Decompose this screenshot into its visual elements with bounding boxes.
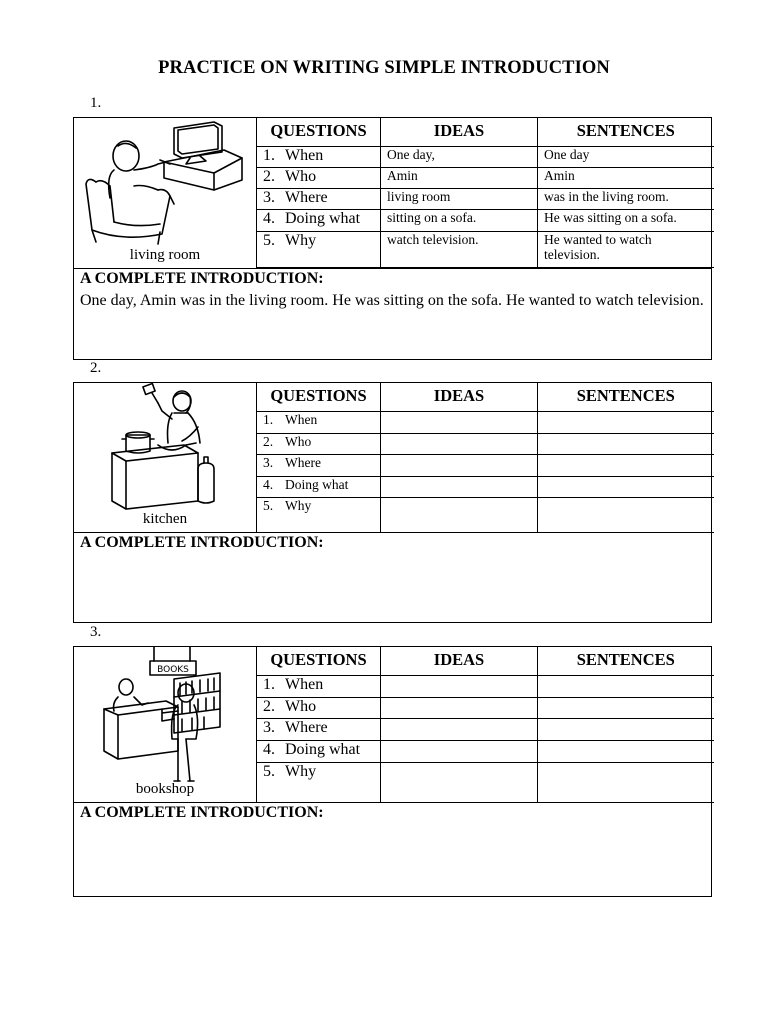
person-watching-tv-icon <box>74 118 256 268</box>
row-number: 3. <box>263 188 275 206</box>
questions-header: QUESTIONS <box>257 383 381 411</box>
picture-caption: living room <box>129 247 201 263</box>
idea-cell[interactable] <box>381 497 538 532</box>
sentence-cell[interactable] <box>538 740 714 762</box>
sentence-cell[interactable] <box>538 411 714 433</box>
page-title: PRACTICE ON WRITING SIMPLE INTRODUCTION <box>158 58 610 78</box>
sentence-cell[interactable]: was in the living room. <box>538 188 714 209</box>
table-row <box>257 740 714 762</box>
question-label: Who <box>285 167 317 185</box>
picture-caption: kitchen <box>142 511 188 527</box>
ideas-header: IDEAS <box>381 118 538 146</box>
bookshop-scene-icon <box>74 647 256 802</box>
exercise-box-1 <box>73 117 712 360</box>
table-row <box>257 411 714 433</box>
idea-cell[interactable]: One day, <box>381 146 538 167</box>
idea-cell[interactable] <box>381 762 538 802</box>
exercise-number: 1. <box>90 95 102 111</box>
row-number: 4. <box>263 740 275 758</box>
question-label: Where <box>285 454 321 470</box>
idea-cell[interactable] <box>381 740 538 762</box>
idea-cell[interactable] <box>381 476 538 497</box>
exercise-box-2 <box>73 382 712 623</box>
question-label: Who <box>285 433 312 449</box>
sentence-cell[interactable] <box>538 675 714 697</box>
sentence-cell[interactable] <box>538 454 714 476</box>
introduction-text[interactable]: One day, Amin was in the living room. He was sitting on the sofa. He wanted to watch television. <box>80 292 704 309</box>
row-number: 1. <box>263 675 275 693</box>
question-label: When <box>285 411 318 427</box>
idea-cell[interactable]: sitting on a sofa. <box>381 209 538 231</box>
row-number: 2. <box>263 167 275 185</box>
sentences-header: SENTENCES <box>538 118 714 146</box>
questions-table <box>256 118 714 268</box>
table-row <box>257 675 714 697</box>
questions-header: QUESTIONS <box>257 118 381 146</box>
kitchen-illustration <box>74 383 256 532</box>
table-row <box>257 231 714 267</box>
row-number: 1. <box>263 411 274 427</box>
picture-caption: bookshop <box>135 781 195 797</box>
bookshop-illustration <box>74 647 256 802</box>
row-number: 3. <box>263 718 275 736</box>
table-row <box>257 476 714 497</box>
row-number: 5. <box>263 231 275 249</box>
question-label: Who <box>285 697 317 715</box>
table-row <box>257 167 714 188</box>
ideas-header: IDEAS <box>381 647 538 675</box>
introduction-label: A COMPLETE INTRODUCTION: <box>80 804 324 821</box>
sentence-cell[interactable] <box>538 433 714 454</box>
idea-cell[interactable] <box>381 433 538 454</box>
introduction-section <box>74 802 711 896</box>
table-row <box>257 454 714 476</box>
introduction-section <box>74 268 711 359</box>
sentence-cell[interactable]: One day <box>538 146 714 167</box>
idea-cell[interactable]: living room <box>381 188 538 209</box>
sentence-cell[interactable] <box>538 718 714 740</box>
table-row <box>257 497 714 532</box>
table-row <box>257 718 714 740</box>
idea-cell[interactable] <box>381 675 538 697</box>
person-cooking-icon <box>74 383 256 532</box>
table-row <box>257 762 714 802</box>
sentence-cell[interactable] <box>538 697 714 718</box>
exercise-box-3 <box>73 646 712 897</box>
sentence-cell[interactable] <box>538 762 714 802</box>
question-label: Why <box>285 231 317 249</box>
table-row <box>257 433 714 454</box>
sentence-cell[interactable] <box>538 476 714 497</box>
question-label: When <box>285 675 324 693</box>
bookshop-sign-text: BOOKS <box>157 665 189 675</box>
question-label: Why <box>285 762 317 780</box>
introduction-label: A COMPLETE INTRODUCTION: <box>80 270 324 287</box>
row-number: 4. <box>263 209 275 227</box>
idea-cell[interactable]: Amin <box>381 167 538 188</box>
question-label: Why <box>285 497 312 513</box>
row-number: 5. <box>263 497 274 513</box>
questions-header: QUESTIONS <box>257 647 381 675</box>
question-label: Doing what <box>285 209 361 227</box>
row-number: 2. <box>263 697 275 715</box>
row-number: 4. <box>263 476 274 492</box>
sentences-header: SENTENCES <box>538 383 714 411</box>
question-label: Doing what <box>285 476 349 492</box>
introduction-label: A COMPLETE INTRODUCTION: <box>80 534 324 551</box>
table-row <box>257 188 714 209</box>
table-row <box>257 209 714 231</box>
exercise-number: 3. <box>90 624 102 640</box>
idea-cell[interactable] <box>381 718 538 740</box>
sentence-cell[interactable]: He wanted to watch television. <box>538 231 714 267</box>
row-number: 2. <box>263 433 274 449</box>
table-row <box>257 697 714 718</box>
sentence-cell[interactable]: Amin <box>538 167 714 188</box>
idea-cell[interactable] <box>381 411 538 433</box>
ideas-header: IDEAS <box>381 383 538 411</box>
question-label: Where <box>285 188 328 206</box>
questions-table <box>256 383 714 533</box>
sentence-cell[interactable]: He was sitting on a sofa. <box>538 209 714 231</box>
row-number: 3. <box>263 454 274 470</box>
question-label: When <box>285 146 324 164</box>
living-room-illustration <box>74 118 256 268</box>
question-label: Doing what <box>285 740 361 758</box>
table-row <box>257 146 714 167</box>
sentences-header: SENTENCES <box>538 647 714 675</box>
question-label: Where <box>285 718 328 736</box>
idea-cell[interactable] <box>381 697 538 718</box>
row-number: 1. <box>263 146 275 164</box>
idea-cell[interactable] <box>381 454 538 476</box>
questions-table <box>256 647 714 803</box>
row-number: 5. <box>263 762 275 780</box>
exercise-number: 2. <box>90 360 102 376</box>
idea-cell[interactable]: watch television. <box>381 231 538 267</box>
sentence-cell[interactable] <box>538 497 714 532</box>
introduction-section <box>74 532 711 622</box>
